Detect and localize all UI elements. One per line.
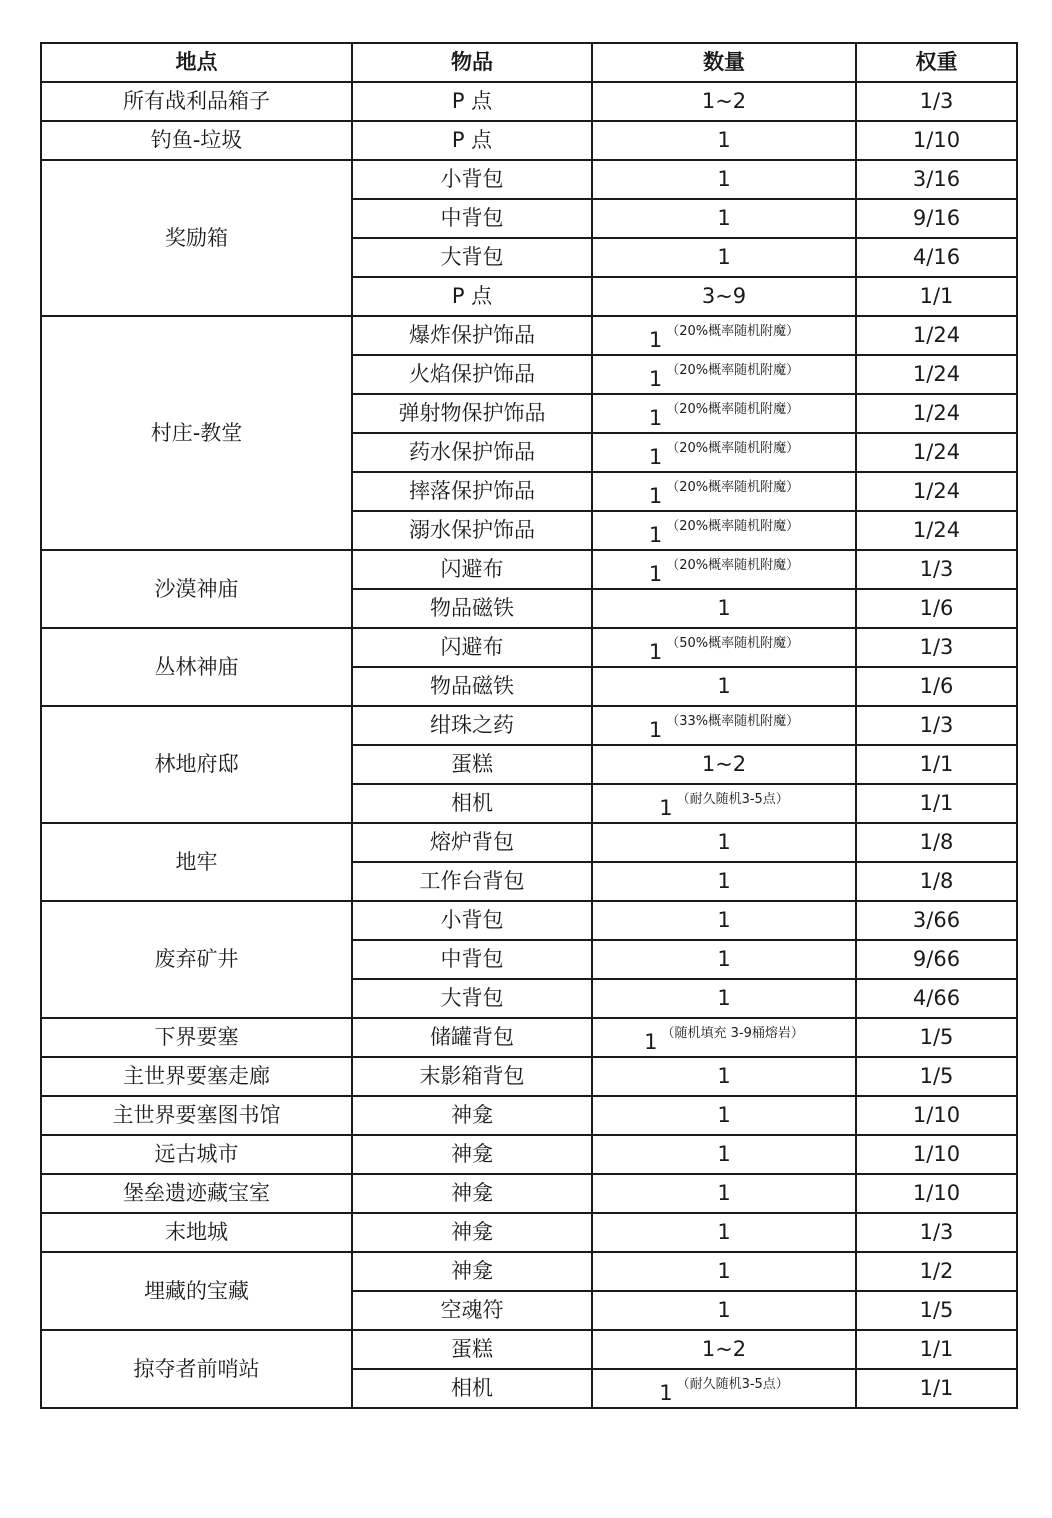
cell-weight: 1/3 [856, 550, 1017, 589]
cell-item: 空魂符 [352, 1291, 592, 1330]
cell-quantity: 1 [592, 1057, 856, 1096]
quantity-with-note [648, 363, 800, 391]
cell-item: P 点 [352, 82, 592, 121]
cell-quantity: 1 [592, 940, 856, 979]
quantity-with-note [648, 636, 800, 664]
cell-weight: 9/66 [856, 940, 1017, 979]
cell-quantity [592, 472, 856, 511]
cell-quantity [592, 1018, 856, 1057]
cell-location: 远古城市 [41, 1135, 352, 1174]
cell-location: 末地城 [41, 1213, 352, 1252]
table-row [41, 823, 1017, 862]
cell-quantity [592, 433, 856, 472]
cell-location: 埋藏的宝藏 [41, 1252, 352, 1330]
cell-weight: 1/5 [856, 1291, 1017, 1330]
cell-item: 蛋糕 [352, 745, 592, 784]
cell-quantity: 1 [592, 1213, 856, 1252]
table-row [41, 550, 1017, 589]
cell-location: 村庄-教堂 [41, 316, 352, 550]
quantity-value: 1 [648, 484, 663, 508]
header-item: 物品 [352, 43, 592, 82]
cell-item: 大背包 [352, 238, 592, 277]
quantity-with-note [648, 402, 800, 430]
quantity-note: （随机填充 3-9桶熔岩） [661, 1026, 804, 1041]
cell-location: 主世界要塞图书馆 [41, 1096, 352, 1135]
table-row [41, 1252, 1017, 1291]
cell-weight: 3/66 [856, 901, 1017, 940]
cell-item: 溺水保护饰品 [352, 511, 592, 550]
quantity-note: （20%概率随机附魔） [666, 363, 800, 378]
cell-item: 小背包 [352, 160, 592, 199]
cell-weight: 1/24 [856, 394, 1017, 433]
cell-quantity: 1~2 [592, 82, 856, 121]
cell-weight: 1/3 [856, 1213, 1017, 1252]
table-row [41, 1057, 1017, 1096]
cell-location: 奖励箱 [41, 160, 352, 316]
quantity-with-note [659, 1377, 789, 1405]
quantity-note: （耐久随机3-5点） [676, 792, 789, 807]
quantity-value: 1 [648, 367, 663, 391]
cell-location: 丛林神庙 [41, 628, 352, 706]
cell-quantity: 1~2 [592, 1330, 856, 1369]
cell-location: 地牢 [41, 823, 352, 901]
cell-item: 弹射物保护饰品 [352, 394, 592, 433]
cell-weight: 1/1 [856, 1369, 1017, 1408]
cell-quantity: 1 [592, 1174, 856, 1213]
cell-weight: 1/10 [856, 1174, 1017, 1213]
table-row [41, 1135, 1017, 1174]
cell-weight: 1/10 [856, 1135, 1017, 1174]
cell-weight: 1/3 [856, 706, 1017, 745]
cell-item: 火焰保护饰品 [352, 355, 592, 394]
table-row [41, 1096, 1017, 1135]
quantity-value: 1 [659, 1381, 673, 1405]
quantity-value: 1 [644, 1030, 658, 1054]
quantity-value: 1 [648, 640, 663, 664]
cell-quantity: 1~2 [592, 745, 856, 784]
cell-weight: 1/24 [856, 355, 1017, 394]
cell-weight: 1/24 [856, 433, 1017, 472]
cell-location: 沙漠神庙 [41, 550, 352, 628]
cell-weight: 9/16 [856, 199, 1017, 238]
table-row [41, 160, 1017, 199]
cell-quantity: 1 [592, 667, 856, 706]
cell-weight: 1/8 [856, 862, 1017, 901]
cell-quantity [592, 628, 856, 667]
cell-weight: 1/5 [856, 1018, 1017, 1057]
cell-location: 废弃矿井 [41, 901, 352, 1018]
cell-location: 主世界要塞走廊 [41, 1057, 352, 1096]
cell-quantity [592, 316, 856, 355]
cell-weight: 1/3 [856, 82, 1017, 121]
cell-quantity [592, 511, 856, 550]
quantity-with-note [648, 480, 800, 508]
cell-weight: 4/16 [856, 238, 1017, 277]
quantity-value: 1 [648, 523, 663, 547]
cell-item: 绀珠之药 [352, 706, 592, 745]
cell-item: 小背包 [352, 901, 592, 940]
cell-item: 神龛 [352, 1174, 592, 1213]
cell-quantity [592, 706, 856, 745]
quantity-note: （20%概率随机附魔） [666, 441, 800, 456]
header-quantity: 数量 [592, 43, 856, 82]
cell-quantity: 1 [592, 1252, 856, 1291]
cell-weight: 1/6 [856, 589, 1017, 628]
cell-weight: 4/66 [856, 979, 1017, 1018]
quantity-note: （20%概率随机附魔） [666, 324, 800, 339]
cell-quantity: 1 [592, 238, 856, 277]
header-row [41, 43, 1017, 82]
cell-weight: 1/3 [856, 628, 1017, 667]
quantity-with-note [648, 519, 800, 547]
cell-item: 末影箱背包 [352, 1057, 592, 1096]
table-row [41, 1018, 1017, 1057]
cell-item: 神龛 [352, 1252, 592, 1291]
cell-quantity [592, 394, 856, 433]
cell-quantity: 1 [592, 823, 856, 862]
cell-location: 下界要塞 [41, 1018, 352, 1057]
quantity-with-note [648, 714, 800, 742]
cell-item: 闪避布 [352, 550, 592, 589]
quantity-note: （20%概率随机附魔） [666, 402, 800, 417]
cell-quantity: 1 [592, 121, 856, 160]
table-row [41, 1330, 1017, 1369]
cell-quantity [592, 784, 856, 823]
cell-location: 堡垒遗迹藏宝室 [41, 1174, 352, 1213]
cell-item: 闪避布 [352, 628, 592, 667]
quantity-note: （20%概率随机附魔） [666, 480, 800, 495]
quantity-note: （耐久随机3-5点） [676, 1377, 789, 1392]
cell-quantity [592, 1369, 856, 1408]
cell-weight: 1/6 [856, 667, 1017, 706]
cell-quantity: 1 [592, 1291, 856, 1330]
loot-table [40, 42, 1018, 1409]
table-row [41, 628, 1017, 667]
table-row [41, 901, 1017, 940]
cell-weight: 1/24 [856, 511, 1017, 550]
cell-item: 爆炸保护饰品 [352, 316, 592, 355]
cell-weight: 1/2 [856, 1252, 1017, 1291]
quantity-with-note [648, 441, 800, 469]
cell-location: 掠夺者前哨站 [41, 1330, 352, 1408]
cell-quantity [592, 550, 856, 589]
quantity-value: 1 [648, 718, 663, 742]
cell-quantity: 1 [592, 901, 856, 940]
cell-item: 药水保护饰品 [352, 433, 592, 472]
cell-weight: 1/1 [856, 784, 1017, 823]
cell-location: 钓鱼-垃圾 [41, 121, 352, 160]
cell-weight: 1/5 [856, 1057, 1017, 1096]
table-row [41, 121, 1017, 160]
cell-weight: 1/10 [856, 1096, 1017, 1135]
quantity-value: 1 [648, 445, 663, 469]
cell-quantity: 1 [592, 1135, 856, 1174]
cell-quantity: 1 [592, 160, 856, 199]
quantity-value: 1 [648, 406, 663, 430]
quantity-with-note [659, 792, 789, 820]
cell-weight: 1/1 [856, 277, 1017, 316]
cell-item: 物品磁铁 [352, 589, 592, 628]
cell-item: 相机 [352, 1369, 592, 1408]
cell-item: 蛋糕 [352, 1330, 592, 1369]
quantity-with-note [648, 558, 800, 586]
cell-location: 所有战利品箱子 [41, 82, 352, 121]
cell-quantity: 1 [592, 589, 856, 628]
cell-item: 神龛 [352, 1213, 592, 1252]
cell-location: 林地府邸 [41, 706, 352, 823]
cell-item: 神龛 [352, 1096, 592, 1135]
quantity-note: （33%概率随机附魔） [666, 714, 800, 729]
table-row [41, 316, 1017, 355]
cell-weight: 1/10 [856, 121, 1017, 160]
cell-item: 中背包 [352, 940, 592, 979]
cell-item: 摔落保护饰品 [352, 472, 592, 511]
header-location: 地点 [41, 43, 352, 82]
table-body [41, 82, 1017, 1408]
table-row [41, 1174, 1017, 1213]
cell-quantity: 1 [592, 199, 856, 238]
cell-weight: 1/1 [856, 1330, 1017, 1369]
quantity-with-note [644, 1026, 804, 1054]
cell-item: 相机 [352, 784, 592, 823]
cell-quantity: 1 [592, 979, 856, 1018]
quantity-value: 1 [648, 562, 663, 586]
cell-item: 熔炉背包 [352, 823, 592, 862]
quantity-with-note [648, 324, 800, 352]
cell-weight: 1/24 [856, 472, 1017, 511]
cell-item: 储罐背包 [352, 1018, 592, 1057]
cell-quantity: 1 [592, 1096, 856, 1135]
quantity-note: （50%概率随机附魔） [666, 636, 800, 651]
cell-item: 工作台背包 [352, 862, 592, 901]
cell-quantity: 3~9 [592, 277, 856, 316]
cell-item: 物品磁铁 [352, 667, 592, 706]
quantity-value: 1 [659, 796, 673, 820]
cell-item: P 点 [352, 121, 592, 160]
quantity-note: （20%概率随机附魔） [666, 519, 800, 534]
table-row [41, 82, 1017, 121]
cell-weight: 1/1 [856, 745, 1017, 784]
cell-item: 大背包 [352, 979, 592, 1018]
cell-weight: 3/16 [856, 160, 1017, 199]
cell-item: 中背包 [352, 199, 592, 238]
cell-item: 神龛 [352, 1135, 592, 1174]
header-weight: 权重 [856, 43, 1017, 82]
cell-weight: 1/8 [856, 823, 1017, 862]
quantity-note: （20%概率随机附魔） [666, 558, 800, 573]
table-row [41, 1213, 1017, 1252]
cell-weight: 1/24 [856, 316, 1017, 355]
cell-item: P 点 [352, 277, 592, 316]
cell-quantity [592, 355, 856, 394]
table-row [41, 706, 1017, 745]
cell-quantity: 1 [592, 862, 856, 901]
quantity-value: 1 [648, 328, 663, 352]
